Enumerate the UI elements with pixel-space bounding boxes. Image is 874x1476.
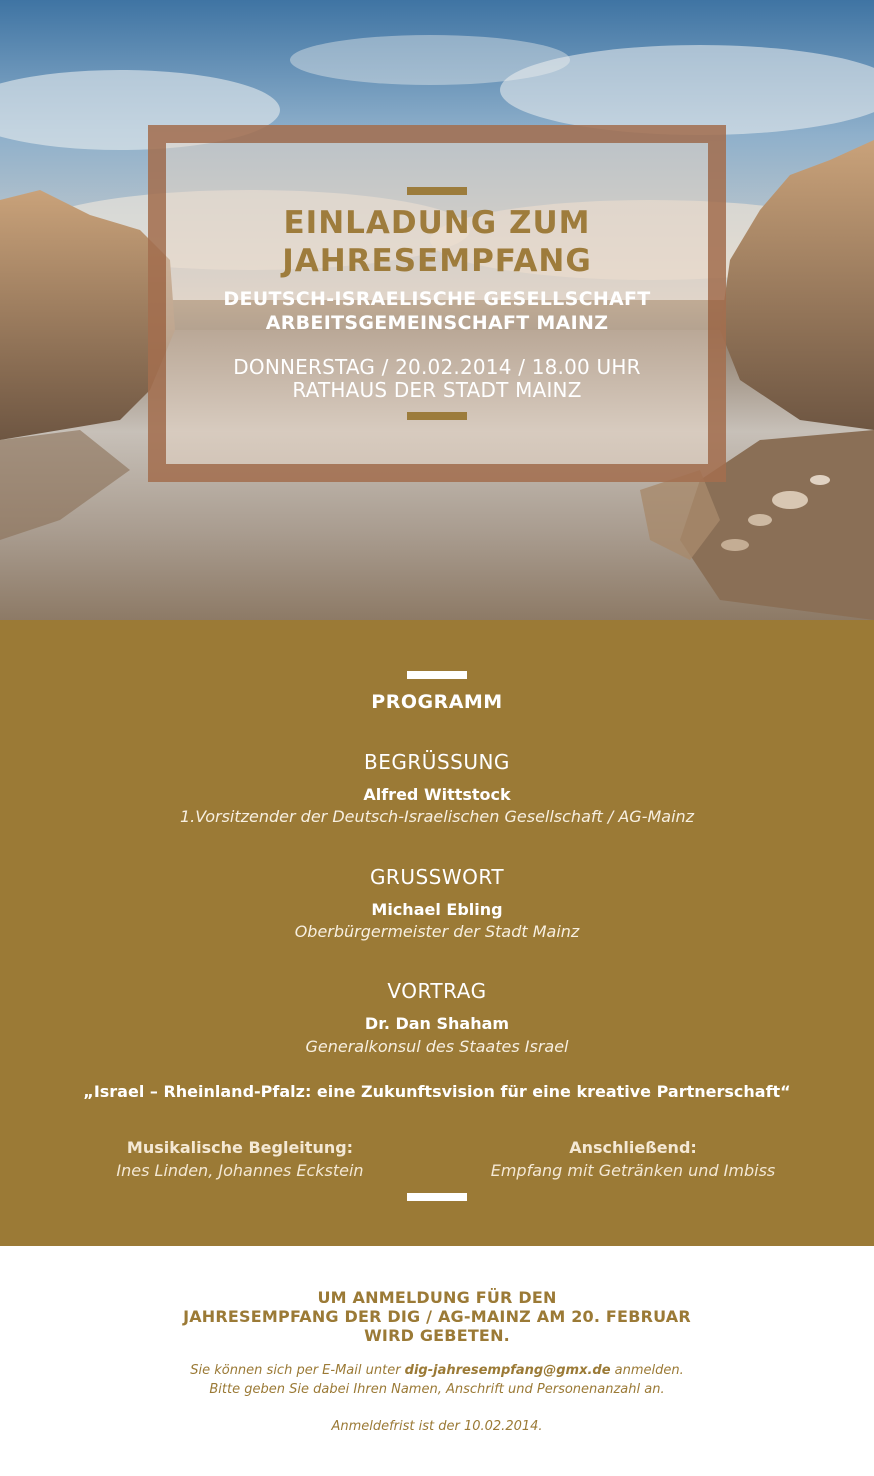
program-rule-bottom: [407, 1193, 467, 1201]
hero-title-line2: JAHRESEMPFANG: [282, 243, 592, 279]
hero-rule-top: [407, 187, 467, 195]
hero-title-line1: EINLADUNG ZUM: [283, 205, 591, 241]
section-heading-vortrag: VORTRAG: [387, 979, 487, 1003]
speaker-role-2: Oberbürgermeister der Stadt Mainz: [294, 922, 580, 941]
section-heading-begruessung: BEGRÜSSUNG: [364, 750, 510, 774]
program-section: [0, 620, 874, 1246]
registration-heading-line3: WIRD GEBETEN.: [364, 1326, 510, 1345]
registration-section: [0, 1246, 874, 1476]
speaker-name-3: Dr. Dan Shaham: [364, 1014, 510, 1033]
speaker-name-2: Michael Ebling: [371, 900, 503, 919]
music-column: [90, 1137, 390, 1182]
afterwards-heading: Anschließend:: [569, 1138, 697, 1157]
email-prefix-text: Sie können sich per E-Mail unter: [190, 1363, 405, 1378]
music-heading: Musikalische Begleitung:: [126, 1138, 354, 1157]
registration-deadline: Anmeldefrist ist der 10.02.2014.: [331, 1419, 543, 1434]
hero-rule-bottom: [407, 412, 467, 420]
registration-email-line: [0, 1361, 874, 1380]
hero-date: DONNERSTAG / 20.02.2014 / 18.00 UHR: [233, 355, 641, 379]
music-performers: Ines Linden, Johannes Eckstein: [116, 1161, 364, 1180]
hero-org-line2: ARBEITSGEMEINSCHAFT MAINZ: [265, 312, 609, 334]
hero-banner: [0, 0, 874, 620]
registration-heading-line2: JAHRESEMPFANG DER DIG / AG-MAINZ AM 20. FEBRUAR: [183, 1307, 691, 1326]
afterwards-column: [463, 1137, 803, 1182]
speaker-role-3: Generalkonsul des Staates Israel: [305, 1037, 569, 1056]
speaker-role-1: 1.Vorsitzender der Deutsch-Israelischen Gesellschaft / AG-Mainz: [179, 807, 695, 826]
email-suffix-text: anmelden.: [610, 1363, 684, 1378]
registration-email-link[interactable]: dig-jahresempfang@gmx.de: [404, 1363, 611, 1378]
hero-org-line1: DEUTSCH-ISRAELISCHE GESELLSCHAFT: [223, 288, 651, 310]
program-title: PROGRAMM: [371, 691, 503, 713]
program-rule-top: [407, 671, 467, 679]
afterwards-text: Empfang mit Getränken und Imbiss: [490, 1161, 776, 1180]
hero-venue: RATHAUS DER STADT MAINZ: [292, 378, 582, 402]
speaker-name-1: Alfred Wittstock: [363, 785, 511, 804]
registration-details-line: Bitte geben Sie dabei Ihren Namen, Anschrift und Personenanzahl an.: [209, 1382, 665, 1397]
section-heading-grusswort: GRUSSWORT: [369, 865, 505, 889]
talk-title: „Israel – Rheinland-Pfalz: eine Zukunftsvision für eine kreative Partnerschaft“: [83, 1082, 791, 1101]
registration-heading-line1: UM ANMELDUNG FÜR DEN: [317, 1288, 557, 1307]
